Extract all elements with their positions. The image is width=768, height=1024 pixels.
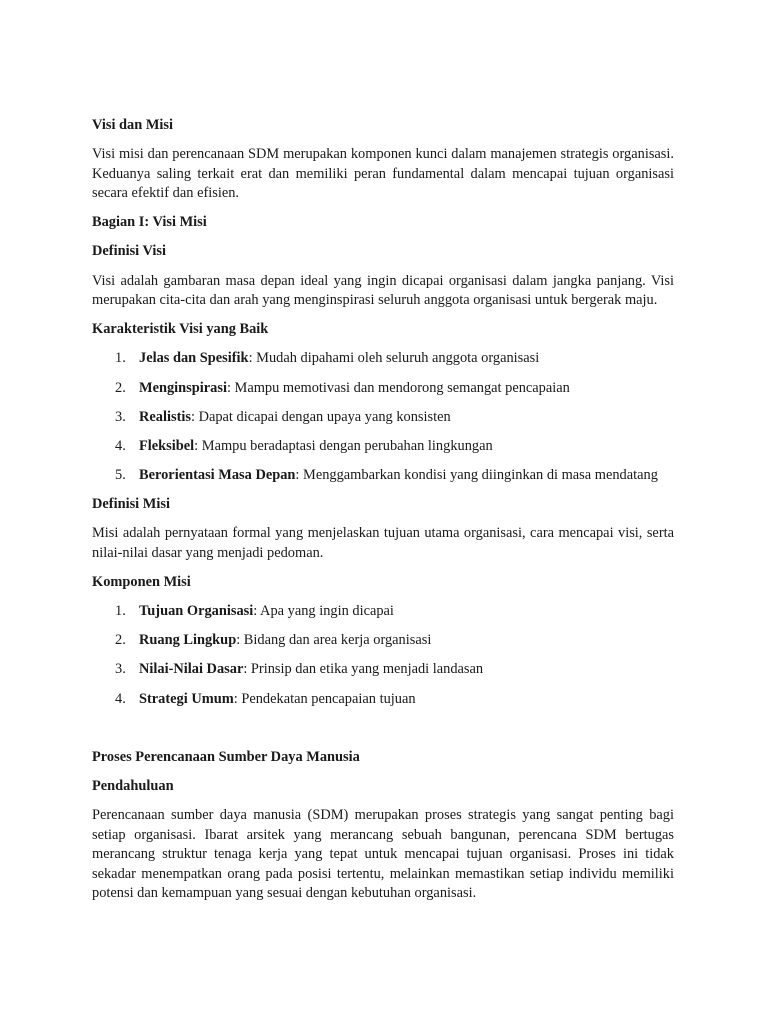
list-item [92, 660, 674, 680]
list-number: 4. [115, 690, 126, 707]
list-description: : Apa yang ingin dicapai [253, 603, 394, 620]
list-item [92, 690, 674, 710]
intro-paragraph: Visi misi dan perencanaan SDM merupakan komponen kunci dalam manajemen strategis organisasi. Keduanya saling terkait erat dan memiliki peran fundamental dalam mencapai tujuan organisasi secara efektif dan efisien. [92, 146, 674, 202]
misi-components-heading: Komponen Misi [92, 573, 191, 590]
document-title: Visi dan Misi [92, 117, 174, 133]
list-term: Menginspirasi [139, 379, 227, 396]
list-number: 4. [115, 437, 126, 454]
document-page [92, 116, 674, 913]
introduction-paragraph: Perencanaan sumber daya manusia (SDM) merupakan proses strategis yang sangat penting bagi setiap organisasi. Ibarat arsitek yang merancang sebuah bangunan, perencana SDM bertugas merancang struktur tenaga kerja yang tepat untuk mencapai tujuan organisasi. Proses ini tidak sekadar menempatkan orang pada posisi tertentu, melainkan memastikan setiap individu memiliki potensi dan kemampuan yang sesuai dengan kebutuhan organisasi. [92, 806, 674, 902]
list-item [92, 466, 674, 486]
list-description: : Dapat dicapai dengan upaya yang konsisten [190, 408, 451, 425]
list-item [92, 408, 674, 428]
list-description: : Pendekatan pencapaian tujuan [233, 690, 416, 707]
list-term: Berorientasi Masa Depan [139, 467, 296, 484]
list-description: : Mampu memotivasi dan mendorong semangat pencapaian [226, 379, 570, 396]
list-term: Tujuan Organisasi [139, 603, 254, 620]
list-term: Fleksibel [139, 437, 195, 454]
misi-definition-paragraph: Misi adalah pernyataan formal yang menjelaskan tujuan utama organisasi, cara mencapai visi, serta nilai-nilai dasar yang menjadi pedoman. [92, 525, 674, 561]
visi-characteristics-list [92, 349, 674, 485]
list-description: : Prinsip dan etika yang menjadi landasan [243, 661, 484, 678]
list-item [92, 631, 674, 651]
list-description: : Bidang dan area kerja organisasi [236, 632, 432, 649]
list-item [92, 349, 674, 369]
list-number: 2. [115, 632, 126, 649]
list-number: 3. [115, 661, 126, 678]
visi-characteristics-heading: Karakteristik Visi yang Baik [92, 321, 269, 338]
visi-definition-paragraph: Visi adalah gambaran masa depan ideal yang ingin dicapai organisasi dalam jangka panjang. Visi merupakan cita-cita dan arah yang menginspirasi seluruh anggota organisasi untuk bergerak maju. [92, 272, 674, 309]
misi-components-list [92, 602, 674, 709]
list-number: 1. [115, 350, 126, 367]
list-number: 1. [115, 603, 126, 620]
list-item [92, 602, 674, 622]
list-term: Nilai-Nilai Dasar [139, 661, 244, 678]
introduction-heading: Pendahuluan [92, 777, 174, 794]
list-item [92, 379, 674, 399]
list-term: Ruang Lingkup [139, 632, 237, 649]
list-number: 3. [115, 408, 126, 425]
section-spacer [92, 719, 674, 748]
misi-definition-heading: Definisi Misi [92, 496, 170, 513]
list-description: : Mudah dipahami oleh seluruh anggota organisasi [248, 350, 540, 367]
list-term: Realistis [139, 408, 191, 425]
list-term: Jelas dan Spesifik [139, 350, 249, 367]
list-term: Strategi Umum [139, 690, 234, 707]
sdm-section-heading: Proses Perencanaan Sumber Daya Manusia [92, 748, 360, 765]
list-description: : Mampu beradaptasi dengan perubahan lingkungan [194, 437, 493, 454]
list-description: : Menggambarkan kondisi yang diinginkan di masa mendatang [295, 467, 658, 484]
visi-definition-heading: Definisi Visi [92, 243, 166, 260]
list-item [92, 437, 674, 457]
list-number: 2. [115, 379, 126, 396]
list-number: 5. [115, 467, 126, 484]
part1-heading: Bagian I: Visi Misi [92, 214, 207, 231]
